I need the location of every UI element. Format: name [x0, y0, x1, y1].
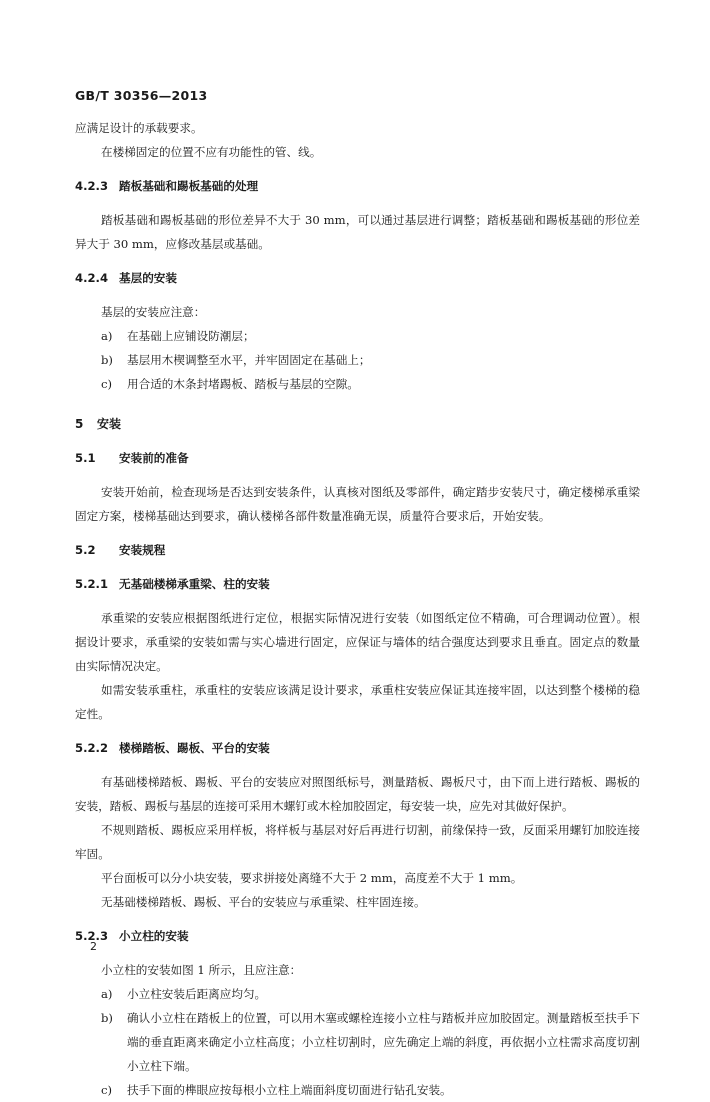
section-number: 5.1 [75, 451, 96, 465]
section-title: 安装 [97, 417, 122, 431]
list-item: b) 确认小立柱在踏板上的位置，可以用木塞或螺栓连接小立柱与踏板并应加胶固定。测量踏板至扶手下端的垂直距离来确定小立柱高度；小立柱切割时，应先确定上端的斜度，再依据小立柱需求高度切割小立柱下端。 [101, 1011, 640, 1073]
section-heading-4-2-4 [75, 266, 640, 290]
paragraph: 踏板基础和踢板基础的形位差异不大于 30 mm，可以通过基层进行调整；踏板基础和踢板基础的形位差异大于 30 mm，应修改基层或基础。 [75, 213, 640, 251]
section-number: 5.2.1 [75, 577, 109, 591]
section-number: 4.2.3 [75, 179, 109, 193]
paragraph: 平台面板可以分小块安装，要求拼接处离缝不大于 2 mm，高度差不大于 1 mm。 [101, 871, 523, 885]
section-heading-5-2-1 [75, 572, 640, 596]
section-heading-5 [75, 412, 640, 436]
section-number: 5.2.2 [75, 741, 109, 755]
paragraph: 不规则踏板、踢板应采用样板，将样板与基层对好后再进行切割，前缘保持一致，反面采用螺钉加胶连接牢固。 [75, 823, 640, 861]
section-title: 楼梯踏板、踢板、平台的安装 [119, 741, 270, 755]
section-title: 小立柱的安装 [119, 929, 189, 943]
paragraph: 在楼梯固定的位置不应有功能性的管、线。 [101, 145, 322, 159]
section-heading-5-1 [75, 446, 640, 470]
list-item: b) 基层用木楔调整至水平，并牢固固定在基础上； [101, 353, 371, 367]
paragraph: 基层的安装应注意： [101, 305, 206, 319]
document-body [75, 116, 640, 1102]
section-title: 无基础楼梯承重梁、柱的安装 [119, 577, 270, 591]
paragraph: 小立柱的安装如图 1 所示，且应注意： [101, 963, 302, 977]
list-item: c) 扶手下面的榫眼应按每根小立柱上端面斜度切面进行钻孔安装。 [101, 1083, 452, 1097]
paragraph: 安装开始前，检查现场是否达到安装条件，认真核对图纸及零部件，确定踏步安装尺寸，确定楼梯承重梁固定方案，楼梯基础达到要求，确认楼梯各部件数量准确无误，质量符合要求后，开始安装。 [75, 485, 640, 523]
section-title: 基层的安装 [119, 271, 177, 285]
page-number: 2 [90, 940, 97, 953]
section-heading-5-2 [75, 538, 640, 562]
paragraph: 如需安装承重柱，承重柱的安装应该满足设计要求，承重柱安装应保证其连接牢固，以达到整个楼梯的稳定性。 [75, 683, 640, 721]
section-title: 踏板基础和踢板基础的处理 [119, 179, 259, 193]
list-item: c) 用合适的木条封堵踢板、踏板与基层的空隙。 [101, 377, 359, 391]
section-title: 安装前的准备 [119, 451, 189, 465]
list-item: a) 在基础上应铺设防潮层； [101, 329, 255, 343]
section-heading-5-2-3 [75, 924, 640, 948]
paragraph: 应满足设计的承载要求。 [75, 121, 203, 135]
section-number: 5.2 [75, 543, 96, 557]
section-number: 4.2.4 [75, 271, 109, 285]
section-heading-5-2-2 [75, 736, 640, 760]
section-number: 5.2.3 [75, 929, 109, 943]
section-number: 5 [75, 417, 84, 431]
standard-code: GB/T 30356—2013 [75, 88, 208, 103]
paragraph: 有基础楼梯踏板、踢板、平台的安装应对照图纸标号，测量踏板、踢板尺寸，由下而上进行踏板、踢板的安装，踏板、踢板与基层的连接可采用木螺钉或木栓加胶固定，每安装一块，应先对其做好保护。 [75, 775, 640, 813]
list-item: a) 小立柱安装后距离应均匀。 [101, 987, 267, 1001]
section-title: 安装规程 [119, 543, 166, 557]
section-heading-4-2-3 [75, 174, 640, 198]
paragraph: 承重梁的安装应根据图纸进行定位，根据实际情况进行安装（如图纸定位不精确，可合理调动位置）。根据设计要求，承重梁的安装如需与实心墙进行固定，应保证与墙体的结合强度达到要求且垂直。固定点的数量由实际情况决定。 [75, 611, 640, 673]
paragraph: 无基础楼梯踏板、踢板、平台的安装应与承重梁、柱牢固连接。 [101, 895, 426, 909]
